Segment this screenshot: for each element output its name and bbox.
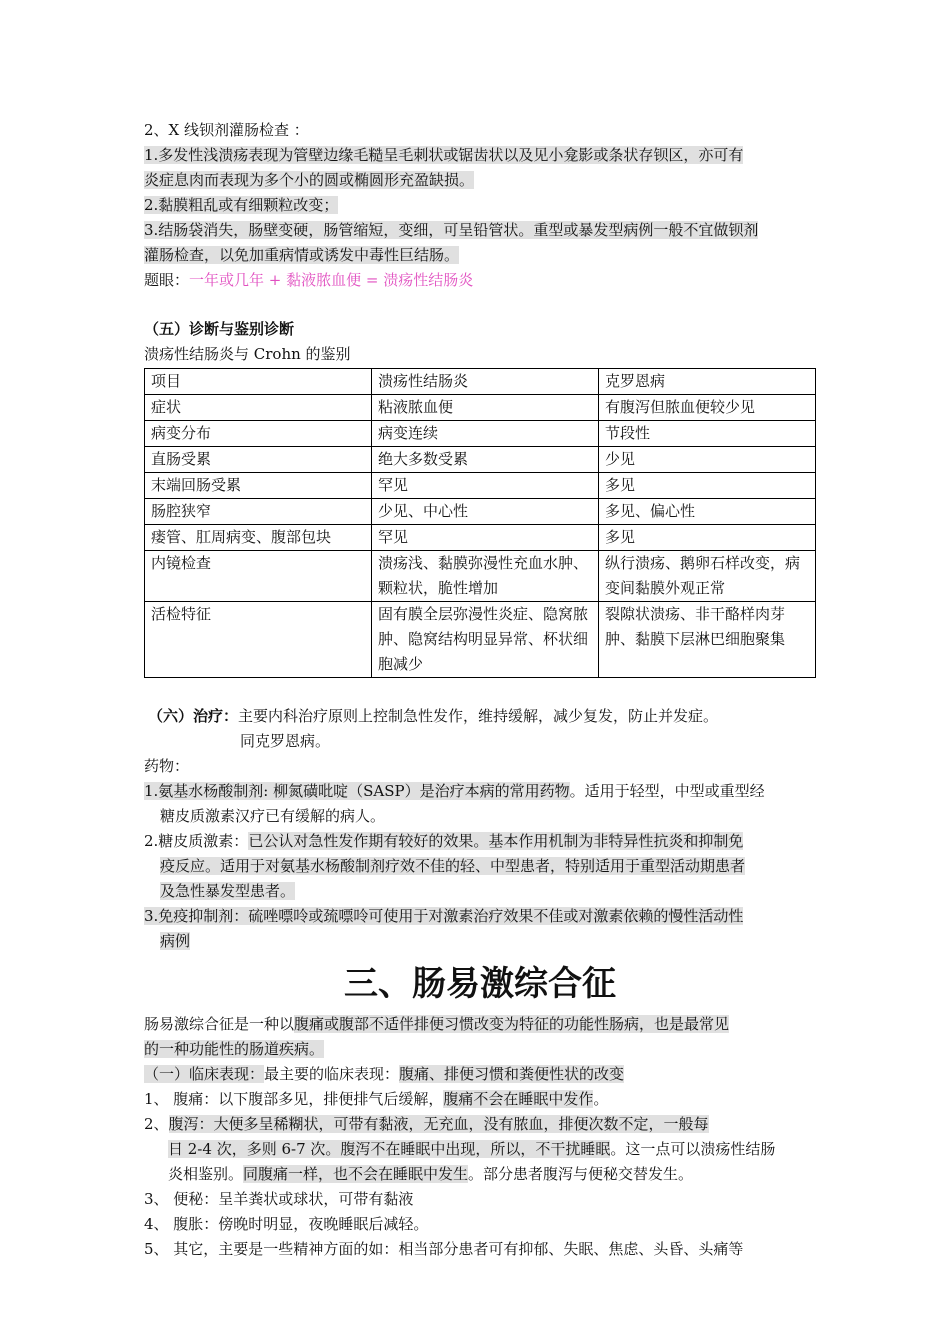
table-cell: 粘液脓血便 xyxy=(372,395,599,421)
ibs-p4: 4、 腹胀：傍晚时明显，夜晚睡眠后减轻。 xyxy=(144,1215,429,1233)
table-cell: 多见 xyxy=(599,525,816,551)
table-row xyxy=(145,447,816,473)
xray-item1-line1: 1.多发性浅溃疡表现为管壁边缘毛糙呈毛刺状或锯齿状以及见小龛影或条状存钡区，亦可有 xyxy=(144,146,744,164)
table-row xyxy=(145,499,816,525)
table-cell: 多见 xyxy=(599,473,816,499)
ibs-p2-b: 腹泻：大便多呈稀糊状，可带有黏液，无充血，没有脓血，排便次数不定，一般每 xyxy=(168,1115,709,1133)
xray-title: 2、X 线钡剂灌肠检查 ： xyxy=(144,121,309,139)
table-cell: 少见、中心性 xyxy=(372,499,599,525)
drug1-line1 xyxy=(144,779,816,804)
ibs-p2-line3b: 同腹痛一样，也不会在睡眠中发生 xyxy=(243,1165,469,1183)
clinical-line xyxy=(144,1062,816,1087)
table-cell: 纵行溃疡、鹅卵石样改变，病变间黏膜外观正常 xyxy=(599,551,816,602)
ibs-intro-a: 肠易激综合征是一种以 xyxy=(144,1015,295,1033)
drug2-line2: 疫反应。适用于对氨基水杨酸制剂疗效不佳的轻、中型患者，特别适用于重型活动期患者 xyxy=(160,857,746,875)
table-cell: 肠腔狭窄 xyxy=(145,499,372,525)
ibs-intro-line2: 的一种功能性的肠道疾病。 xyxy=(144,1040,325,1058)
document-page xyxy=(144,118,816,1262)
table-cell: 活检特征 xyxy=(145,602,372,678)
ibs-p2-line1 xyxy=(144,1112,816,1137)
table-cell: 病变分布 xyxy=(145,421,372,447)
tiyan-line xyxy=(144,268,816,293)
ibs-p1-c: 。 xyxy=(593,1090,609,1108)
xray-item1-line2: 炎症息肉而表现为多个小的圆或椭圆形充盈缺损。 xyxy=(144,171,475,189)
table-row xyxy=(145,525,816,551)
table-row xyxy=(145,473,816,499)
ibs-p2-a: 2、 xyxy=(144,1115,169,1133)
diagnosis-subtitle: 溃疡性结肠炎与 Crohn 的鉴别 xyxy=(144,345,351,363)
tiyan-text: 一年或几年 + 黏液脓血便 = 溃疡性结肠炎 xyxy=(189,271,474,289)
table-cell: 罕见 xyxy=(372,473,599,499)
table-cell: 节段性 xyxy=(599,421,816,447)
clinical-c: 腹痛、排便习惯和粪便性状的改变 xyxy=(399,1065,625,1083)
table-cell: 内镜检查 xyxy=(145,551,372,602)
table-cell: 少见 xyxy=(599,447,816,473)
treatment-heading-line xyxy=(144,704,816,729)
table-row xyxy=(145,602,816,678)
table-cell: 固有膜全层弥漫性炎症、隐窝脓肿、隐窝结构明显异常、杯状细胞减少 xyxy=(372,602,599,678)
drug1-rest: 。适用于轻型，中型或重型经 xyxy=(569,782,765,800)
drug3-line2: 病例 xyxy=(160,932,191,950)
table-row xyxy=(145,395,816,421)
table-cell: 罕见 xyxy=(372,525,599,551)
treatment-line1: 主要内科治疗原则上控制急性发作，维持缓解，减少复发，防止并发症。 xyxy=(238,707,719,725)
table-cell: 有腹泻但脓血便较少见 xyxy=(599,395,816,421)
table-cell: 绝大多数受累 xyxy=(372,447,599,473)
treatment-heading-prefix: （六） xyxy=(148,707,194,725)
ibs-p1-b: 腹痛不会在睡眠中发作 xyxy=(443,1090,594,1108)
ibs-p2-line2 xyxy=(144,1137,816,1162)
table-cell: 溃疡性结肠炎 xyxy=(372,369,599,395)
ibs-p2-line2a: 日 2-4 次，多则 6-7 次。腹泻不在睡眠中出现，所以，不干扰睡眠 xyxy=(168,1140,611,1158)
table-cell: 瘘管、肛周病变、腹部包块 xyxy=(145,525,372,551)
ibs-p5: 5、 其它，主要是一些精神方面的如：相当部分患者可有抑郁、失眠、焦虑、头昏、头痛等 xyxy=(144,1240,744,1258)
drug3-line1: 3.免疫抑制剂：硫唑嘌呤或巯嘌呤可使用于对激素治疗效果不佳或对激素依赖的慢性活动性 xyxy=(144,907,744,925)
table-cell: 裂隙状溃疡、非干酪样肉芽肿、黏膜下层淋巴细胞聚集 xyxy=(599,602,816,678)
ibs-p1-a: 1、 腹痛：以下腹部多见，排便排气后缓解， xyxy=(144,1090,444,1108)
xray-item2: 2.黏膜粗乱或有细颗粒改变； xyxy=(144,196,339,214)
table-cell: 多见、偏心性 xyxy=(599,499,816,525)
treatment-line2: 同克罗恩病。 xyxy=(240,732,331,750)
ibs-intro-line1 xyxy=(144,1012,816,1037)
ibs-p2-line3c: 。部分患者腹泻与便秘交替发生。 xyxy=(468,1165,694,1183)
table-row xyxy=(145,551,816,602)
ibs-p2-line3 xyxy=(144,1162,816,1187)
table-cell: 病变连续 xyxy=(372,421,599,447)
table-cell: 溃疡浅、黏膜弥漫性充血水肿、颗粒状，脆性增加 xyxy=(372,551,599,602)
drug2-line1 xyxy=(144,829,816,854)
ibs-p3: 3、 便秘：呈羊粪状或球状，可带有黏液 xyxy=(144,1190,414,1208)
diagnosis-heading: （五）诊断与鉴别诊断 xyxy=(144,320,295,338)
drug1-line2: 糖皮质激素汉疗已有缓解的病人。 xyxy=(160,807,386,825)
tiyan-label: 题眼： xyxy=(144,271,190,289)
table-cell: 直肠受累 xyxy=(145,447,372,473)
table-cell: 症状 xyxy=(145,395,372,421)
ibs-p1 xyxy=(144,1087,816,1112)
drugs-label: 药物： xyxy=(144,757,190,775)
treatment-heading-label: 治疗： xyxy=(193,707,239,725)
drug2-rest: 已公认对急性发作期有较好的效果。基本作用机制为非特异性抗炎和抑制免 xyxy=(248,832,744,850)
table-cell: 末端回肠受累 xyxy=(145,473,372,499)
clinical-b: 最主要的临床表现： xyxy=(264,1065,400,1083)
clinical-a: （一）临床表现： xyxy=(144,1065,265,1083)
table-cell: 克罗恩病 xyxy=(599,369,816,395)
table-row xyxy=(145,421,816,447)
drug2-line3: 及急性暴发型患者。 xyxy=(160,882,296,900)
xray-item3-line1: 3.结肠袋消失，肠壁变硬，肠管缩短，变细，可呈铅管状。重型或暴发型病例一般不宜做钡剂 xyxy=(144,221,759,239)
xray-item3-line2: 灌肠检查，以免加重病情或诱发中毒性巨结肠。 xyxy=(144,246,460,264)
table-row xyxy=(145,369,816,395)
ibs-p2-line3a: 炎相鉴别。 xyxy=(168,1165,244,1183)
drug2-name: 2.糖皮质激素： xyxy=(144,832,249,850)
drug1-name: 1.氨基水杨酸制剂: 柳氮磺吡啶（SASP）是治疗本病的常用药物 xyxy=(144,782,570,800)
table-cell: 项目 xyxy=(145,369,372,395)
ibs-intro-b: 腹痛或腹部不适伴排便习惯改变为特征的功能性肠病，也是最常见 xyxy=(294,1015,730,1033)
ibs-title: 三、肠易激综合征 xyxy=(344,964,616,1004)
comparison-table xyxy=(144,368,816,678)
ibs-p2-line2b: 。这一点可以溃疡性结肠 xyxy=(610,1140,776,1158)
